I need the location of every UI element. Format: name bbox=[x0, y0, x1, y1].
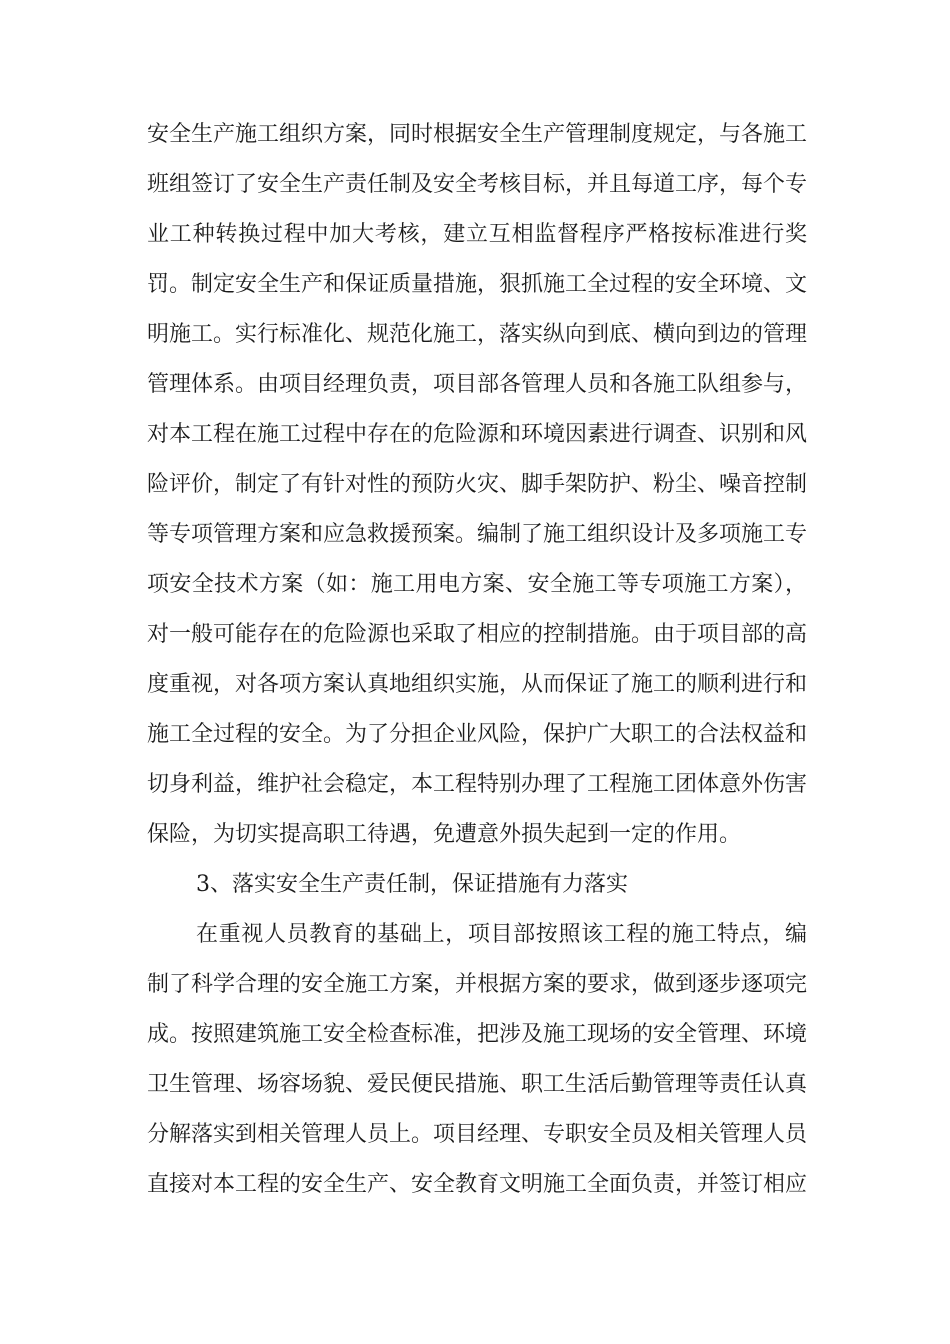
text-line: 度重视，对各项方案认真地组织实施，从而保证了施工的顺利进行和 bbox=[147, 672, 808, 697]
text-line: 项安全技术方案（如：施工用电方案、安全施工等专项施工方案）， bbox=[147, 572, 807, 597]
text-line: 业工种转换过程中加大考核，建立互相监督程序严格按标准进行奖 bbox=[147, 222, 807, 247]
text-line: 安全生产施工组织方案，同时根据安全生产管理制度规定，与各施工 bbox=[147, 122, 808, 147]
text-line: 分解落实到相关管理人员上。项目经理、专职安全员及相关管理人员 bbox=[147, 1122, 808, 1147]
text-line: 施工全过程的安全。为了分担企业风险，保护广大职工的合法权益和 bbox=[147, 722, 808, 747]
text-line: 明施工。实行标准化、规范化施工，落实纵向到底、横向到边的管理 bbox=[147, 322, 808, 347]
text-line: 制了科学合理的安全施工方案，并根据方案的要求，做到逐步逐项完 bbox=[147, 972, 808, 997]
text-line: 成。按照建筑施工安全检查标准，把涉及施工现场的安全管理、环境 bbox=[147, 1022, 808, 1047]
text-line: 班组签订了安全生产责任制及安全考核目标，并且每道工序，每个专 bbox=[147, 172, 808, 197]
text-line: 切身利益，维护社会稳定，本工程特别办理了工程施工团体意外伤害 bbox=[147, 772, 808, 797]
paragraph-first-line: 在重视人员教育的基础上，项目部按照该工程的施工特点，编 bbox=[196, 922, 807, 947]
section-heading: 3、落实安全生产责任制，保证措施有力落实 bbox=[196, 872, 628, 897]
text-line: 对本工程在施工过程中存在的危险源和环境因素进行调查、识别和风 bbox=[147, 422, 808, 447]
text-line: 卫生管理、场容场貌、爱民便民措施、职工生活后勤管理等责任认真 bbox=[147, 1072, 808, 1097]
text-line: 对一般可能存在的危险源也采取了相应的控制措施。由于项目部的高 bbox=[147, 622, 808, 647]
text-line: 管理体系。由项目经理负责，项目部各管理人员和各施工队组参与， bbox=[147, 372, 808, 397]
text-line: 直接对本工程的安全生产、安全教育文明施工全面负责，并签订相应 bbox=[147, 1172, 808, 1197]
text-line: 等专项管理方案和应急救援预案。编制了施工组织设计及多项施工专 bbox=[147, 522, 808, 547]
text-line: 罚。制定安全生产和保证质量措施，狠抓施工全过程的安全环境、文 bbox=[147, 272, 808, 297]
text-line: 险评价，制定了有针对性的预防火灾、脚手架防护、粉尘、噪音控制 bbox=[147, 472, 808, 497]
text-line: 保险，为切实提高职工待遇，免遭意外损失起到一定的作用。 bbox=[147, 822, 742, 847]
